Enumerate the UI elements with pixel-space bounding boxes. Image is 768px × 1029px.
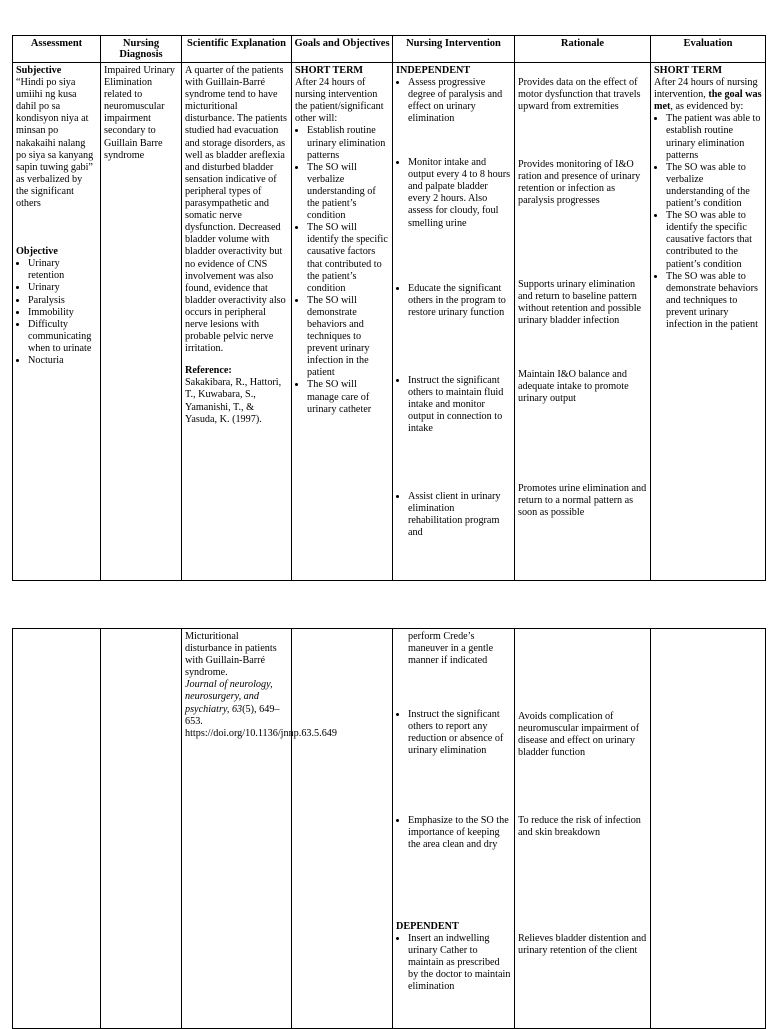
reference-journal: Journal of neurology, neurosurgery, and psychiatry, 63 [185,679,273,715]
goal-item: • The SO will verbalize understanding of the patient’s condition [307,162,389,222]
goal-item: • Establish routine urinary elimination patterns [307,125,389,161]
rationale-item: Supports urinary elimination and return to baseline pattern without retention and possible urinary bladder infection [518,279,642,327]
intervention-item: • Monitor intake and output every 4 to 8 hours and palpate bladder every 2 hours. Also assess for cloudy, foul smelling urine [408,157,511,283]
goal-item: • The SO will identify the specific causative factors that contributed to the patient’s condition [307,222,389,295]
goals-cell [292,63,393,581]
header-nursing-intervention: Nursing Intervention [393,36,515,63]
goals-intro: After 24 hours of nursing intervention the patient/significant other will: [295,77,384,125]
goals-short-term-label: SHORT TERM [295,65,364,76]
header-evaluation: Evaluation [651,36,766,63]
evaluation-intro-pre: After 24 hours of nursing intervention, [654,77,758,101]
objective-label: Objective [16,246,58,258]
reference-issue: (5), 649–653. https://doi.org/10.1136/jnnp.63.5.649 [185,703,337,739]
assessment-cell [13,63,101,581]
scientific-text: A quarter of the patients with Guillain-Barré syndrome tend to have micturitional disturbance. The patients studied had evacuation and storage disorders, as well as bladder areflexia and disturbed bladder sensation indicative of peripheral types of parasympathetic and somatic nerve dysfunction. Decreased bladder volume with bladder overactivity but no evidence of CNS involvement was also found, evidence that bladder overactivity also occurs in peripheral nerve lesions with probable pelvic nerve irritation. [185,65,287,355]
evaluation-cell [651,63,766,581]
diagnosis-cell [101,63,182,581]
goals-cell-continued [292,629,393,1029]
intervention-item: • Assess progressive degree of paralysis and effect on urinary elimination [408,77,511,157]
rationale-item: Provides monitoring of I&O ration and presence of urinary retention or infection as paralysis progresses [518,159,641,207]
evaluation-list [654,113,762,331]
interventions-list-continued [396,709,511,921]
evaluation-goal-met: the goal was met [654,89,762,113]
intervention-item: • Emphasize to the SO the importance of keeping the area clean and dry [408,815,511,921]
interventions-cell [393,63,515,581]
care-plan-table-page-2 [12,628,766,1029]
independent-label: INDEPENDENT [396,65,471,76]
evaluation-item: • The patient was able to establish routine urinary elimination patterns [666,113,762,161]
scientific-explanation-cell-continued [182,629,337,1029]
rationale-cell-continued [515,629,651,1029]
rationale-item: To reduce the risk of infection and skin breakdown [518,815,641,839]
objective-list [16,258,97,367]
intervention-item-continued: perform Crede’s maneuver in a gentle manner if indicated [408,631,494,667]
rationale-item: Relieves bladder distention and urinary retention of the client [518,933,647,957]
dependent-list [396,933,511,993]
subjective-text: “Hindi po siya umiihi ng kusa dahil po sa kondisyon niya at minsan po nakakaihi nalang po siya sa kanyang sapin tuwing gabi” as verbalized by the significant others [16,77,94,210]
rationale-item: Promotes urine elimination and return to a normal pattern as soon as possible [518,483,647,519]
rationale-item: Maintain I&O balance and adequate intake to promote urinary output [518,369,629,405]
header-goals-objectives: Goals and Objectives [292,36,393,63]
reference-label: Reference: [185,365,232,377]
objective-item: • Immobility [28,307,97,319]
objective-item: • Paralysis [28,295,97,307]
evaluation-short-term-label: SHORT TERM [654,65,723,76]
subjective-label: Subjective [16,65,62,76]
scientific-explanation-cell [182,63,292,581]
header-nursing-diagnosis: Nursing Diagnosis [101,36,182,63]
intervention-item: • Instruct the significant others to report any reduction or absence of urinary elimination [408,709,511,815]
reference-title: Micturitional disturbance in patients with Guillain-Barré syndrome. [185,631,277,679]
reference-citation [185,679,337,739]
nursing-diagnosis-text: Impaired Urinary Elimination related to neuromuscular impairment secondary to Guillain Barre syndrome [104,65,175,161]
assessment-cell-continued [13,629,101,1029]
care-plan-table-page-1 [12,35,766,581]
objective-item: • Difficulty communicating when to urinate [28,319,97,355]
dependent-label: DEPENDENT [396,921,459,932]
objective-item: • Nocturia [28,355,97,367]
header-rationale: Rationale [515,36,651,63]
interventions-cell-continued [393,629,515,1029]
interventions-list [396,77,511,539]
intervention-item: • Assist client in urinary elimination rehabilitation program and [408,491,511,539]
rationale-item: Provides data on the effect of motor dysfunction that travels upward from extremities [518,77,641,113]
intervention-item: • Educate the significant others in the program to restore urinary function [408,283,511,375]
rationale-cell [515,63,651,581]
header-assessment: Assessment [13,36,101,63]
evaluation-item: • The SO was able to identify the specific causative factors that contributed to the patient’s condition [666,210,762,270]
header-scientific-explanation: Scientific Explanation [182,36,292,63]
objective-item: • Urinary retention [28,258,97,282]
intervention-item: • Insert an indwelling urinary Cather to maintain as prescribed by the doctor to maintain elimination [408,933,511,993]
diagnosis-cell-continued [101,629,182,1029]
evaluation-intro-post: , as evidenced by: [670,101,744,113]
goals-list [295,125,389,415]
evaluation-cell-continued [651,629,766,1029]
evaluation-item: • The SO was able to verbalize understanding of the patient’s condition [666,162,762,210]
goal-item: • The SO will manage care of urinary catheter [307,379,389,415]
intervention-item: • Instruct the significant others to maintain fluid intake and monitor output in connection to intake [408,375,511,491]
goal-item: • The SO will demonstrate behaviors and techniques to prevent urinary infection in the patient [307,295,389,380]
evaluation-intro [654,77,762,113]
evaluation-item: • The SO was able to demonstrate behaviors and techniques to prevent urinary infection in the patient [666,271,762,331]
rationale-item: Avoids complication of neuromuscular impairment of disease and effect on urinary bladder function [518,711,640,759]
reference-authors: Sakakibara, R., Hattori, T., Kuwabara, S., Yamanishi, T., & Yasuda, K. (1997). [185,377,282,425]
objective-item: • Urinary [28,282,97,294]
